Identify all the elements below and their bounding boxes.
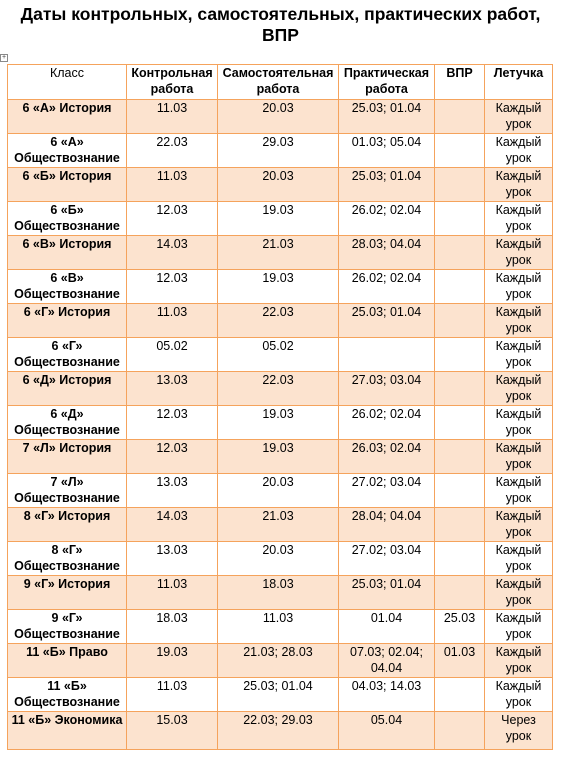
cell-independent: 21.03 [218, 508, 339, 542]
cell-class: 6 «В» Обществознание [8, 270, 127, 304]
cell-quiz: Каждый урок [485, 644, 553, 678]
cell-practical: 01.04 [339, 610, 435, 644]
cell-quiz: Каждый урок [485, 440, 553, 474]
cell-practical: 25.03; 01.04 [339, 304, 435, 338]
cell-class: 6 «Г» Обществознание [8, 338, 127, 372]
cell-test: 12.03 [127, 440, 218, 474]
cell-practical: 27.02; 03.04 [339, 474, 435, 508]
cell-vpr [435, 474, 485, 508]
title-line-2: ВПР [262, 25, 299, 45]
table-row [8, 610, 553, 644]
cell-class: 6 «Б» История [8, 168, 127, 202]
cell-independent: 22.03 [218, 304, 339, 338]
cell-vpr [435, 236, 485, 270]
cell-test: 14.03 [127, 236, 218, 270]
cell-class: 7 «Л» Обществознание [8, 474, 127, 508]
table-row [8, 100, 553, 134]
header-vpr: ВПР [435, 65, 485, 100]
table-row [8, 712, 553, 750]
cell-test: 15.03 [127, 712, 218, 750]
cell-independent: 20.03 [218, 474, 339, 508]
cell-practical: 27.03; 03.04 [339, 372, 435, 406]
cell-quiz: Каждый урок [485, 100, 553, 134]
cell-independent: 05.02 [218, 338, 339, 372]
cell-independent: 21.03 [218, 236, 339, 270]
table-move-handle-icon[interactable]: + [1, 54, 7, 61]
cell-quiz: Каждый урок [485, 610, 553, 644]
cell-quiz: Каждый урок [485, 678, 553, 712]
cell-test: 12.03 [127, 406, 218, 440]
cell-class: 6 «В» История [8, 236, 127, 270]
table-row [8, 270, 553, 304]
cell-vpr [435, 542, 485, 576]
cell-vpr: 01.03 [435, 644, 485, 678]
cell-independent: 20.03 [218, 542, 339, 576]
cell-test: 13.03 [127, 542, 218, 576]
cell-test: 05.02 [127, 338, 218, 372]
cell-quiz: Каждый урок [485, 542, 553, 576]
cell-practical: 26.02; 02.04 [339, 270, 435, 304]
cell-independent: 20.03 [218, 100, 339, 134]
cell-class: 6 «Г» История [8, 304, 127, 338]
cell-test: 22.03 [127, 134, 218, 168]
cell-independent: 19.03 [218, 440, 339, 474]
cell-test: 11.03 [127, 100, 218, 134]
document-title [0, 4, 561, 46]
cell-quiz: Каждый урок [485, 576, 553, 610]
cell-class: 8 «Г» История [8, 508, 127, 542]
cell-quiz: Каждый урок [485, 406, 553, 440]
table-row [8, 440, 553, 474]
cell-test: 11.03 [127, 168, 218, 202]
cell-practical: 25.03; 01.04 [339, 100, 435, 134]
cell-class: 6 «Д» История [8, 372, 127, 406]
table-row [8, 644, 553, 678]
cell-class: 6 «А» Обществознание [8, 134, 127, 168]
header-independent: Самостоятельная работа [218, 65, 339, 100]
cell-practical: 05.04 [339, 712, 435, 750]
cell-test: 13.03 [127, 474, 218, 508]
cell-vpr [435, 134, 485, 168]
cell-practical: 25.03; 01.04 [339, 576, 435, 610]
cell-vpr [435, 678, 485, 712]
cell-vpr [435, 576, 485, 610]
table-row [8, 304, 553, 338]
cell-class: 9 «Г» Обществознание [8, 610, 127, 644]
cell-quiz: Каждый урок [485, 236, 553, 270]
cell-practical: 01.03; 05.04 [339, 134, 435, 168]
cell-practical: 26.02; 02.04 [339, 406, 435, 440]
cell-practical [339, 338, 435, 372]
cell-practical: 28.04; 04.04 [339, 508, 435, 542]
cell-class: 11 «Б» Экономика [8, 712, 127, 750]
cell-class: 9 «Г» История [8, 576, 127, 610]
cell-independent: 22.03 [218, 372, 339, 406]
table-row [8, 678, 553, 712]
table-header-row [8, 65, 553, 100]
cell-class: 6 «Б» Обществознание [8, 202, 127, 236]
cell-independent: 11.03 [218, 610, 339, 644]
table-row [8, 338, 553, 372]
cell-independent: 18.03 [218, 576, 339, 610]
cell-quiz: Каждый урок [485, 270, 553, 304]
cell-practical: 04.03; 14.03 [339, 678, 435, 712]
table-row [8, 202, 553, 236]
cell-test: 13.03 [127, 372, 218, 406]
cell-class: 11 «Б» Право [8, 644, 127, 678]
cell-vpr [435, 338, 485, 372]
cell-practical: 27.02; 03.04 [339, 542, 435, 576]
table-row [8, 236, 553, 270]
cell-test: 19.03 [127, 644, 218, 678]
cell-test: 11.03 [127, 678, 218, 712]
cell-quiz: Каждый урок [485, 372, 553, 406]
cell-independent: 19.03 [218, 270, 339, 304]
table-row [8, 508, 553, 542]
cell-independent: 19.03 [218, 406, 339, 440]
cell-practical: 26.02; 02.04 [339, 202, 435, 236]
cell-practical: 07.03; 02.04; 04.04 [339, 644, 435, 678]
cell-quiz: Каждый урок [485, 134, 553, 168]
table-row [8, 576, 553, 610]
schedule-table [7, 64, 553, 750]
table-row [8, 372, 553, 406]
header-class: Класс [8, 65, 127, 100]
title-line-1: Даты контрольных, самостоятельных, практических работ, [20, 4, 541, 24]
cell-vpr [435, 406, 485, 440]
header-practical: Практическая работа [339, 65, 435, 100]
cell-practical: 25.03; 01.04 [339, 168, 435, 202]
cell-vpr [435, 202, 485, 236]
cell-class: 8 «Г» Обществознание [8, 542, 127, 576]
cell-test: 12.03 [127, 270, 218, 304]
cell-independent: 22.03; 29.03 [218, 712, 339, 750]
cell-vpr [435, 508, 485, 542]
cell-test: 11.03 [127, 304, 218, 338]
table-row [8, 168, 553, 202]
cell-vpr [435, 304, 485, 338]
cell-vpr [435, 100, 485, 134]
cell-quiz: Каждый урок [485, 508, 553, 542]
table-row [8, 134, 553, 168]
header-test: Контрольная работа [127, 65, 218, 100]
cell-independent: 25.03; 01.04 [218, 678, 339, 712]
cell-vpr [435, 168, 485, 202]
cell-class: 6 «А» История [8, 100, 127, 134]
cell-independent: 19.03 [218, 202, 339, 236]
cell-vpr [435, 372, 485, 406]
cell-vpr [435, 712, 485, 750]
cell-vpr: 25.03 [435, 610, 485, 644]
cell-independent: 29.03 [218, 134, 339, 168]
cell-quiz: Каждый урок [485, 304, 553, 338]
cell-quiz: Каждый урок [485, 338, 553, 372]
cell-test: 11.03 [127, 576, 218, 610]
cell-quiz: Каждый урок [485, 474, 553, 508]
cell-quiz: Каждый урок [485, 168, 553, 202]
table-row [8, 474, 553, 508]
cell-vpr [435, 440, 485, 474]
cell-practical: 26.03; 02.04 [339, 440, 435, 474]
cell-class: 11 «Б» Обществознание [8, 678, 127, 712]
cell-test: 14.03 [127, 508, 218, 542]
cell-class: 7 «Л» История [8, 440, 127, 474]
cell-class: 6 «Д» Обществознание [8, 406, 127, 440]
cell-quiz: Каждый урок [485, 202, 553, 236]
cell-quiz: Через урок [485, 712, 553, 750]
cell-vpr [435, 270, 485, 304]
header-quiz: Летучка [485, 65, 553, 100]
cell-independent: 20.03 [218, 168, 339, 202]
table-row [8, 406, 553, 440]
table-row [8, 542, 553, 576]
cell-test: 18.03 [127, 610, 218, 644]
cell-practical: 28.03; 04.04 [339, 236, 435, 270]
cell-test: 12.03 [127, 202, 218, 236]
cell-independent: 21.03; 28.03 [218, 644, 339, 678]
